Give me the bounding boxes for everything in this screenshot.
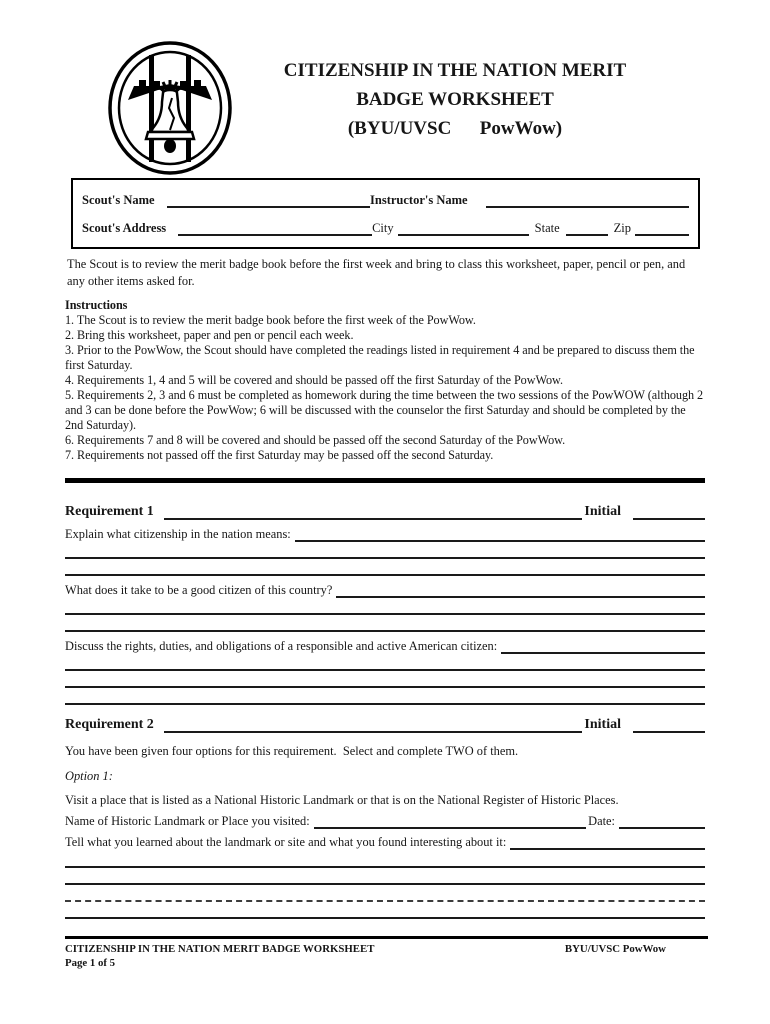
answer-line[interactable] xyxy=(65,654,705,671)
intro-note: The Scout is to review the merit badge book before the first week and bring to class this worksheet, paper, pencil or pen, and any other items asked for. xyxy=(67,257,686,288)
footer-divider xyxy=(65,936,708,939)
scout-info-box xyxy=(71,178,700,249)
req1-question3-label: Discuss the rights, duties, and obligations of a responsible and active American citizen: xyxy=(65,639,498,653)
page-title xyxy=(240,56,670,143)
req1-question1-row xyxy=(65,526,705,542)
requirement1-heading-row xyxy=(65,504,705,520)
landmark-name-field[interactable] xyxy=(314,814,587,829)
scout-name-field[interactable] xyxy=(167,193,370,208)
instructions-section xyxy=(65,298,705,463)
info-row-2 xyxy=(82,221,689,236)
liberty-bell-icon xyxy=(106,40,234,176)
footer-row xyxy=(65,943,708,955)
landmark-learned-field[interactable] xyxy=(510,835,705,850)
instruction-item-5: 5. Requirements 2, 3 and 6 must be completed as homework during the time between the two sessions of the PowWOW (although 2 and 3 can be done before the PowWow; 6 will be discussed with the counselor the first Saturday and should be completed by the 2nd Saturday). xyxy=(65,388,704,432)
requirement2-heading: Requirement 2 xyxy=(65,717,154,732)
req1-question2-row xyxy=(65,582,705,598)
landmark-learned-label: Tell what you learned about the landmark or site and what you found interesting about it: xyxy=(65,835,507,849)
requirement2-heading-row xyxy=(65,717,705,733)
answer-line[interactable] xyxy=(65,559,705,576)
req1-question1-label: Explain what citizenship in the nation means: xyxy=(65,527,291,541)
footer xyxy=(65,936,708,969)
instruction-item-2: 2. Bring this worksheet, paper and pen or pencil each week. xyxy=(65,328,354,342)
footer-doc-title: CITIZENSHIP IN THE NATION MERIT BADGE WORKSHEET xyxy=(65,943,375,955)
title-line-3: (BYU/UVSC PowWow) xyxy=(347,118,563,139)
zip-label: Zip xyxy=(613,221,631,235)
footer-right-text: BYU/UVSC PowWow xyxy=(564,943,666,955)
requirement1-line-field[interactable] xyxy=(164,505,583,520)
content xyxy=(65,178,705,919)
landmark-name-label: Name of Historic Landmark or Place you visited: xyxy=(65,814,310,828)
requirement1-heading: Requirement 1 xyxy=(65,504,154,519)
req1-question2-label: What does it take to be a good citizen of this country? xyxy=(65,583,333,597)
info-row-1 xyxy=(82,193,689,208)
requirement2-initial-label: Initial xyxy=(584,717,621,732)
scout-address-field[interactable] xyxy=(178,221,372,236)
instruction-item-4: 4. Requirements 1, 4 and 5 will be covered and should be passed off the first Saturday of the PowWow. xyxy=(65,373,563,387)
liberty-bell-logo xyxy=(106,40,234,176)
req1-question2-field[interactable] xyxy=(336,583,705,598)
city-field[interactable] xyxy=(398,221,529,236)
answer-line[interactable] xyxy=(65,868,705,885)
title-line-2: BADGE WORKSHEET xyxy=(356,89,554,110)
title-line-1: CITIZENSHIP IN THE NATION MERIT xyxy=(283,60,627,81)
answer-line[interactable] xyxy=(65,902,705,919)
scout-name-label: Scout's Name xyxy=(82,193,155,207)
answer-line[interactable] xyxy=(65,615,705,632)
instructor-name-field[interactable] xyxy=(486,193,689,208)
answer-line[interactable] xyxy=(65,688,705,705)
section-divider xyxy=(65,478,705,483)
requirement1-initial-label: Initial xyxy=(584,504,621,519)
answer-line[interactable] xyxy=(65,598,705,615)
state-field[interactable] xyxy=(566,221,608,236)
instruction-item-1: 1. The Scout is to review the merit badge book before the first week of the PowWow. xyxy=(65,313,476,327)
instruction-item-7: 7. Requirements not passed off the first Saturday may be passed off the second Saturday. xyxy=(65,448,494,462)
date-label: Date: xyxy=(588,814,615,828)
answer-line[interactable] xyxy=(65,671,705,688)
requirement2-initial-field[interactable] xyxy=(633,718,705,733)
instructor-name-label: Instructor's Name xyxy=(370,193,468,207)
req1-question3-field[interactable] xyxy=(501,639,705,654)
date-field[interactable] xyxy=(619,814,705,829)
option1-description: Visit a place that is listed as a National Historic Landmark or that is on the National Register of Historic Places. xyxy=(65,793,619,807)
instruction-item-6: 6. Requirements 7 and 8 will be covered and should be passed off the second Saturday of the PowWow. xyxy=(65,433,566,447)
scout-address-label: Scout's Address xyxy=(82,221,167,235)
city-label: City xyxy=(372,221,394,235)
req1-question3-row xyxy=(65,638,705,654)
answer-line[interactable] xyxy=(65,885,705,902)
zip-field[interactable] xyxy=(635,221,689,236)
footer-page-number: Page 1 of 5 xyxy=(65,957,116,969)
requirement2-line-field[interactable] xyxy=(164,718,583,733)
requirement1-initial-field[interactable] xyxy=(633,505,705,520)
answer-line[interactable] xyxy=(65,542,705,559)
instruction-item-3: 3. Prior to the PowWow, the Scout should have completed the readings listed in requirement 4 and be prepared to discuss them the first Saturday. xyxy=(65,343,695,372)
landmark-learned-row xyxy=(65,834,705,850)
landmark-name-row xyxy=(65,813,705,829)
header xyxy=(0,0,770,178)
answer-line[interactable] xyxy=(65,850,705,868)
requirement2-intro: You have been given four options for this requirement. Select and complete TWO of them. xyxy=(65,744,519,758)
state-label: State xyxy=(534,221,560,235)
instructions-heading: Instructions xyxy=(65,298,128,312)
option1-label: Option 1: xyxy=(65,769,113,783)
req1-question1-field[interactable] xyxy=(295,527,705,542)
